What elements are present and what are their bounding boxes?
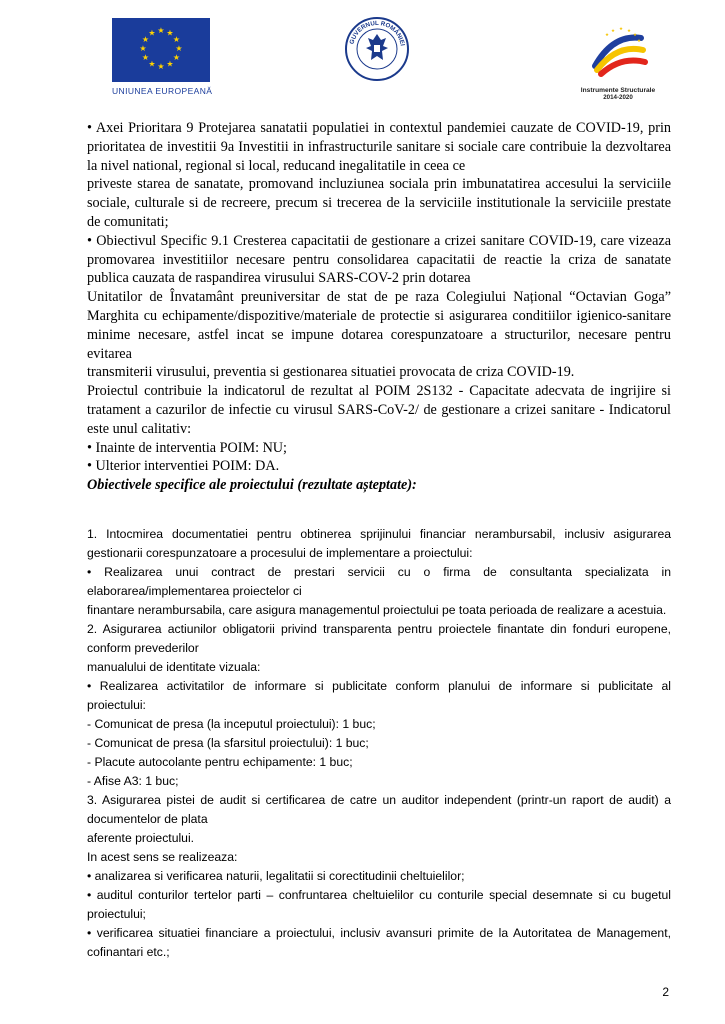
text-line: - Comunicat de presa (la sfarsitul proiectului): 1 buc; (87, 736, 369, 750)
svg-text:★: ★ (611, 29, 616, 34)
text-line: priveste starea de sanatate, promovand incluziunea sociala prin imbunatatirea accesului la serviciile (87, 176, 671, 193)
svg-text:GUVERNUL ROMÂNIEI: GUVERNUL ROMÂNIEI (348, 19, 406, 47)
svg-text:★: ★ (148, 59, 156, 69)
text-line: finantare nerambursabila, care asigura managementul proiectului pe toata perioada de realizare a acestuia. (87, 603, 667, 617)
text-line: tratament a cazurilor de infectie cu virusul SARS-CoV-2/ de gestionare a crizei sanitare - Indicatorul (87, 401, 671, 418)
svg-text:★: ★ (166, 28, 174, 38)
svg-text:★: ★ (605, 33, 610, 38)
text-line: • Axei Prioritara 9 Protejarea sanatatii populatiei in contextul pandemiei cauzate de COVID-19, prin (87, 120, 671, 136)
text-line: • Inainte de interventia POIM: NU; (87, 439, 287, 456)
text-line: sociale, culturale si de recreere, precum si trecerea de la serviciile institutionale la serviciile prestate (87, 195, 671, 212)
svg-text:★: ★ (619, 27, 624, 32)
text-line: • Realizarea unui contract de prestari servicii cu o firma de consultanta specializata in (87, 565, 671, 579)
text-line: 2. Asigurarea actiunilor obligatorii privind transparenta pentru proiectele finantate din fonduri europene, (87, 622, 671, 636)
eagle-icon (366, 34, 388, 60)
text-line: proiectului; (87, 907, 146, 921)
eu-logo (112, 18, 213, 96)
page-number: 2 (662, 985, 669, 999)
text-line: Proiectul contribuie la indicatorul de rezultat al POIM 2S132 - Capacitate adecvata de ingrijire si (87, 383, 671, 400)
svg-text:★: ★ (148, 28, 156, 38)
text-line: - Placute autocolante pentru echipamente: 1 buc; (87, 755, 353, 769)
text-line: prioritatea de investitii 9a Investitii in infrastructurile sanitare si sociale care contribuie la dezvoltarea (87, 138, 671, 155)
text-line: 1. Intocmirea documentatiei pentru obtinerea sprijinului financiar nerambursabil, inclusiv asigurarea (87, 527, 671, 541)
text-line: In acest sens se realizeaza: (87, 850, 238, 864)
body-text-serif (87, 119, 671, 495)
text-line: 3. Asigurarea pistei de audit si certificarea de catre un auditor independent (printr-un raport de audit) a (87, 793, 671, 807)
text-line: • auditul conturilor tertelor parti – confruntarea cheltuielilor cu conturile special desemnate si cu bugetul (87, 888, 671, 902)
body-text-objectives (87, 525, 671, 962)
text-line: - Comunicat de presa (la inceputul proiectului): 1 buc; (87, 717, 376, 731)
text-line: • verificarea situatiei financiare a proiectului, inclusiv avansuri primite de la Autoritatea de Management, (87, 926, 671, 940)
svg-text:★: ★ (172, 53, 181, 62)
text-line: transmiterii virusului, preventia si gestionarea situatiei provocata de criza COVID-19. (87, 364, 575, 381)
svg-text:★: ★ (141, 35, 150, 44)
text-line: de comunitati; (87, 213, 169, 230)
eu-caption: UNIUNEA EUROPEANĂ (112, 86, 213, 96)
text-line: Marghita cu echipamente/dispozitive/materiale de protectie si asigurarea conditiilor igienico-sanitare (87, 307, 671, 324)
svg-text:★: ★ (139, 44, 147, 53)
text-line: promovarea investitiilor necesare pentru consolidarea capacitatii de reactie la criza de sanatate (87, 251, 671, 268)
text-line: documentelor de plata (87, 812, 208, 826)
text-line: • analizarea si verificarea naturii, legalitatii si corectitudinii cheltuielilor; (87, 869, 465, 883)
svg-text:★: ★ (157, 26, 165, 35)
text-line: manualului de identitate vizuala: (87, 660, 261, 674)
text-line: • Ulterior interventiei POIM: DA. (87, 458, 280, 475)
instrumente-structurale-logo (572, 26, 664, 101)
svg-text:★: ★ (141, 53, 150, 62)
text-line: elaborarea/implementarea proiectelor ci (87, 584, 302, 598)
eu-flag-icon (112, 18, 210, 82)
svg-text:★: ★ (633, 33, 638, 38)
text-line: minime necesare, astfel incat se impune dotarea corespunzatoare a structurilor, necesare pentru (87, 326, 671, 343)
text-line: Unitatilor de Învatamânt preuniversitar de stat de pe raza Colegiului Național “Octavian Goga” (87, 289, 671, 306)
text-line: • Realizarea activitatilor de informare si publicitate conform planului de informare si publicitate al (87, 679, 671, 693)
text-line: Obiectivele specifice ale proiectului (rezultate așteptate): (87, 477, 417, 494)
text-line: la nivel national, regional si local, reducand inegalitatile in ceea ce (87, 157, 466, 174)
text-line: publica cauzata de raspandirea virusului SARS-COV-2 prin dotarea (87, 270, 471, 287)
text-line: proiectului: (87, 698, 146, 712)
text-line: evitarea (87, 345, 132, 362)
text-line: - Afise A3: 1 buc; (87, 774, 179, 788)
text-line: aferente proiectului. (87, 831, 195, 845)
svg-text:★: ★ (166, 59, 174, 69)
svg-text:★: ★ (627, 29, 632, 34)
government-seal-logo (344, 16, 410, 82)
text-line: gestionarii corespunzatoare a procesului de implementare a proiectului: (87, 546, 473, 560)
text-line: conform prevederilor (87, 641, 199, 655)
svg-text:★: ★ (172, 35, 181, 44)
svg-text:★: ★ (637, 39, 642, 44)
text-line: cofinantari etc.; (87, 945, 170, 959)
is-years: 2014-2020 (603, 94, 633, 101)
svg-text:★: ★ (175, 44, 183, 53)
is-caption: Instrumente Structurale (580, 87, 656, 94)
flag-swoosh-icon (585, 26, 651, 80)
text-line: este unul calitativ: (87, 420, 192, 437)
text-line: • Obiectivul Specific 9.1 Cresterea capacitatii de gestionare a crizei sanitare COVID-19, care vizeaza (87, 232, 671, 249)
svg-text:★: ★ (157, 62, 165, 71)
